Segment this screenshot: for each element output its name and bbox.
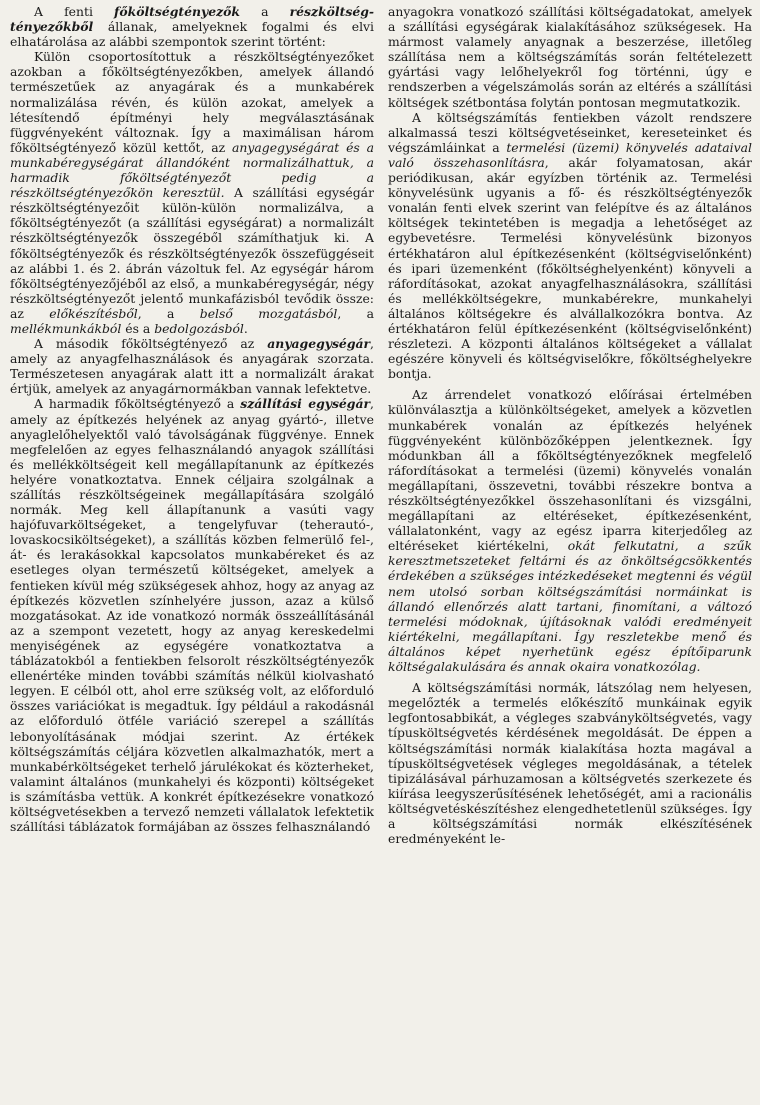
- body-text: , amely az anyagfelhasználások és anyagárak szorzata. Természetesen anyagárak alatt itt a normalizált árakat értjük, amelyek az anyagárnormákban vannak lefektetve.: [10, 336, 374, 397]
- body-text: anyagokra vonatkozó szállítási költségadatokat, amelyek a szállítási egységárak kialakításához szükségesek. Ha mármost valamely anyagnak a beszerzése, illetőleg szállítása nem a költségszámítás során feltételezett gyártási vagy lelőhelyekről fog történni, úgy e rendszerben a végelszámolás során az eltérés a szállítási költségek szétbontása folytán pontosan megmutatkozik.: [388, 4, 752, 110]
- body-text: .: [243, 320, 248, 336]
- emphasized-text: anyagegységár: [267, 336, 371, 352]
- body-text: , a: [337, 305, 374, 321]
- paragraph: [388, 4, 752, 110]
- body-text: a: [240, 4, 290, 19]
- paragraph: [388, 387, 752, 674]
- emphasized-text: belső mozgatásból: [199, 305, 338, 321]
- body-text: állanak, amelyeknek fogalmi és elvi elhatárolása az alábbi szempontok szerint történt:: [10, 19, 374, 50]
- body-text: A szállítási egységár részköltségtényezőit külön-külön normalizálva, a főköltségtényezőt (a szállítási egységárat) a normalizált részköltségtényezők összegéből számíthatjuk ki. A főköltségtényezők és részköltségtényezők összefüggéseit az alábbi 1. és 2. ábrán vázoltuk fel. Az egységár három főköltségtényezőjéből az első, a munkabéregységár, négy részköltségtényezőt jelentő munkafázisból tevődik össze: az: [10, 185, 374, 321]
- emphasized-text: mellékmunkákból: [10, 320, 122, 336]
- body-text: A költségszámítás fentiekben vázolt rendszere alkalmassá teszi költségvetéseinket, kereseteinket és végszámláinkat a: [388, 109, 752, 155]
- paragraph: [10, 4, 374, 49]
- left-column: [10, 4, 374, 1105]
- emphasized-text: főköltségtényezők: [114, 4, 241, 19]
- body-text: , akár folyamatosan, akár periódikusan, akár egyízben történik az. Termelési könyvelésünk ugyanis a fő- és részköltségtényezők vonalán fenti elvek szerint van felépítve és az általános költségek tekintetében is megadja a lehetőséget az egybevetésre. Termelési könyvelésünk bizonyos értékhatáron alul építkezésenként (költségviselőnként) és ipari üzemenként (főköltséghelyenként) könyveli a ráfordításokat, azokat anyagfelhasználásokra, szállítási és mellékköltségekre, munkabérekre, munkahelyi általános költségekre és alvállalkozókra bontva. Az értékhatáron felül építkezésenként (költségviselőnként) részletezi. A központi általános költségeket a vállalat egészére könyveli és költségviselőkre, főköltséghelyekre bontja.: [388, 154, 752, 382]
- paragraph: [388, 680, 752, 846]
- paragraph: [10, 49, 374, 336]
- paragraph: [10, 396, 374, 834]
- body-text: A fenti: [34, 4, 115, 19]
- emphasized-text: előkészítésből: [49, 305, 138, 321]
- emphasized-text: anyagegységárat és a munkabéregységárat állandóként normalizálhattuk, a harmadik főköltségtényezőt pedig a részköltségtényezőkön keresztül.: [10, 139, 374, 201]
- emphasized-text: szállítási egységár: [240, 396, 371, 412]
- emphasized-text: részköltség-tényezőkből: [10, 4, 374, 35]
- paragraph: [10, 336, 374, 396]
- body-text: , amely az építkezés helyének az anyag gyártó-, illetve anyaglelőhelyektől való távolságának függvénye. Ennek megfelelően az egyes felhasználandó anyagok szállítási és mellékköltségeit kell megállapítanunk az építkezés helyére vonatkoztatva. Ennek céljaira szolgálnak a szállítás részköltségeinek megállapítására szolgáló normák. Meg kell állapítanunk a vasúti vagy hajófuvarköltségeket, a tengelyfuvar (teherautó-, lovaskocsiköltségeket), a szállítás közben felmerülő fel-, át- és lerakásokkal kapcsolatos munkabéreket és az esetleges olyan természetű költségeket, amelyek a fentieken kívül még szükségesek ahhoz, hogy az anyag az építkezés közvetlen színhelyére jusson, azaz a külső mozgatásokat. Az ide vonatkozó normák összeállításánál az a szempont vezetett, hogy az anyag kereskedelmi menyiségének az egységére vonatkoztatva a táblázatokból a fentiekben felsorolt részköltségtényezők ellenértéke minden további számítás nélkül kiolvasható legyen. E célból ott, ahol erre szükség volt, az előforduló összes variációkat is megadtuk. Így például a rakodásnál az előforduló ötféle variáció szerepel a szállítás lebonyolításának módjai szerint. Az értékek költségszámítás céljára közvetlen alkalmazhatók, mert a munkabérköltségeket terhelő járulékokat és közterheket, valamint általános (munkahelyi és központi) költségeket is számításba vettük. A konkrét építkezésekre vonatkozó költségvetésekben a tervező nemzeti vállalatok lefektetik szállítási táblázatok formájában az összes felhasználandó: [10, 396, 374, 835]
- body-text: A harmadik főköltségtényező a: [34, 396, 241, 412]
- body-text: és a: [121, 320, 155, 336]
- body-text: Külön csoportosítottuk a részköltségtényezőket azokban a főköltségtényezőkben, amelyek állandó természetűek az anyagárak és a munkabérek normalizálása révén, és külön azokat, amelyek a létesítendő építményi hely megválasztásának függvényeként változnak. Így a maximálisan három főköltségtényező közül kettőt, az: [10, 49, 374, 155]
- paragraph: [388, 110, 752, 382]
- emphasized-text: termelési (üzemi) könyvelés adataival való összehasonlításra: [388, 139, 752, 170]
- emphasized-text: bedolgozásból: [154, 320, 244, 336]
- body-text: A költségszámítási normák, látszólag nem helyesen, megelőzték a termelés előkészítő munkáinak egyik legfontosabbikát, a végleges szabványköltségvetés, vagy típusköltségvetés kérdésének megoldását. De éppen a költségszámítási normák kialakítása hozta magával a típusköltségvetések végleges megoldásának, a tételek tipizálásával párhuzamosan a költségvetés szerkezete és kiírása leegyszerűsítésének lehetőségét, ami a racionális költségvetéskészítéshez elengedhetetlenül szükséges. Így a költségszámítási normák elkészítésének eredményeként le-: [388, 680, 752, 847]
- body-text: A második főköltségtényező az: [34, 336, 268, 352]
- body-text: Az árrendelet vonatkozó előírásai értelmében különválasztja a különköltségeket, amelyek a közvetlen munkabérek vonalán az építkezés helyének függvényeként különbözőképpen jelentkeznek. Így módunkban áll a főköltségtényezőknek megfelelő ráfordításokat a termelési (üzemi) könyvelés vonalán megállapítani, összevetni, további részekre bontva a részköltségtényezőkkel összehasonlítani és vizsgálni, megállapítani az eltéréseket, építkezésenként, vállalatonként, vagy az egész iparra kiterjedőleg az eltéréseket kiértékelni,: [388, 387, 752, 554]
- right-column: [388, 4, 752, 1105]
- emphasized-text: okát felkutatni, a szűk keresztmetszeteket feltárni és az önköltségcsökkentés érdekében a szükséges intézkedéseket megtenni és végül nem utolsó sorban költségszámítási normáinkat is állandó ellenőrzés alatt tartani, finomítani, a változó termelési módoknak, újításoknak valódi eredményeit kiértékelni, megállapítani. Így reszletekbe menő és általános képet nyerhetünk egész építőiparunk költségalakulására és annak okaira vonatkozólag.: [388, 538, 752, 675]
- body-text: , a: [137, 305, 200, 321]
